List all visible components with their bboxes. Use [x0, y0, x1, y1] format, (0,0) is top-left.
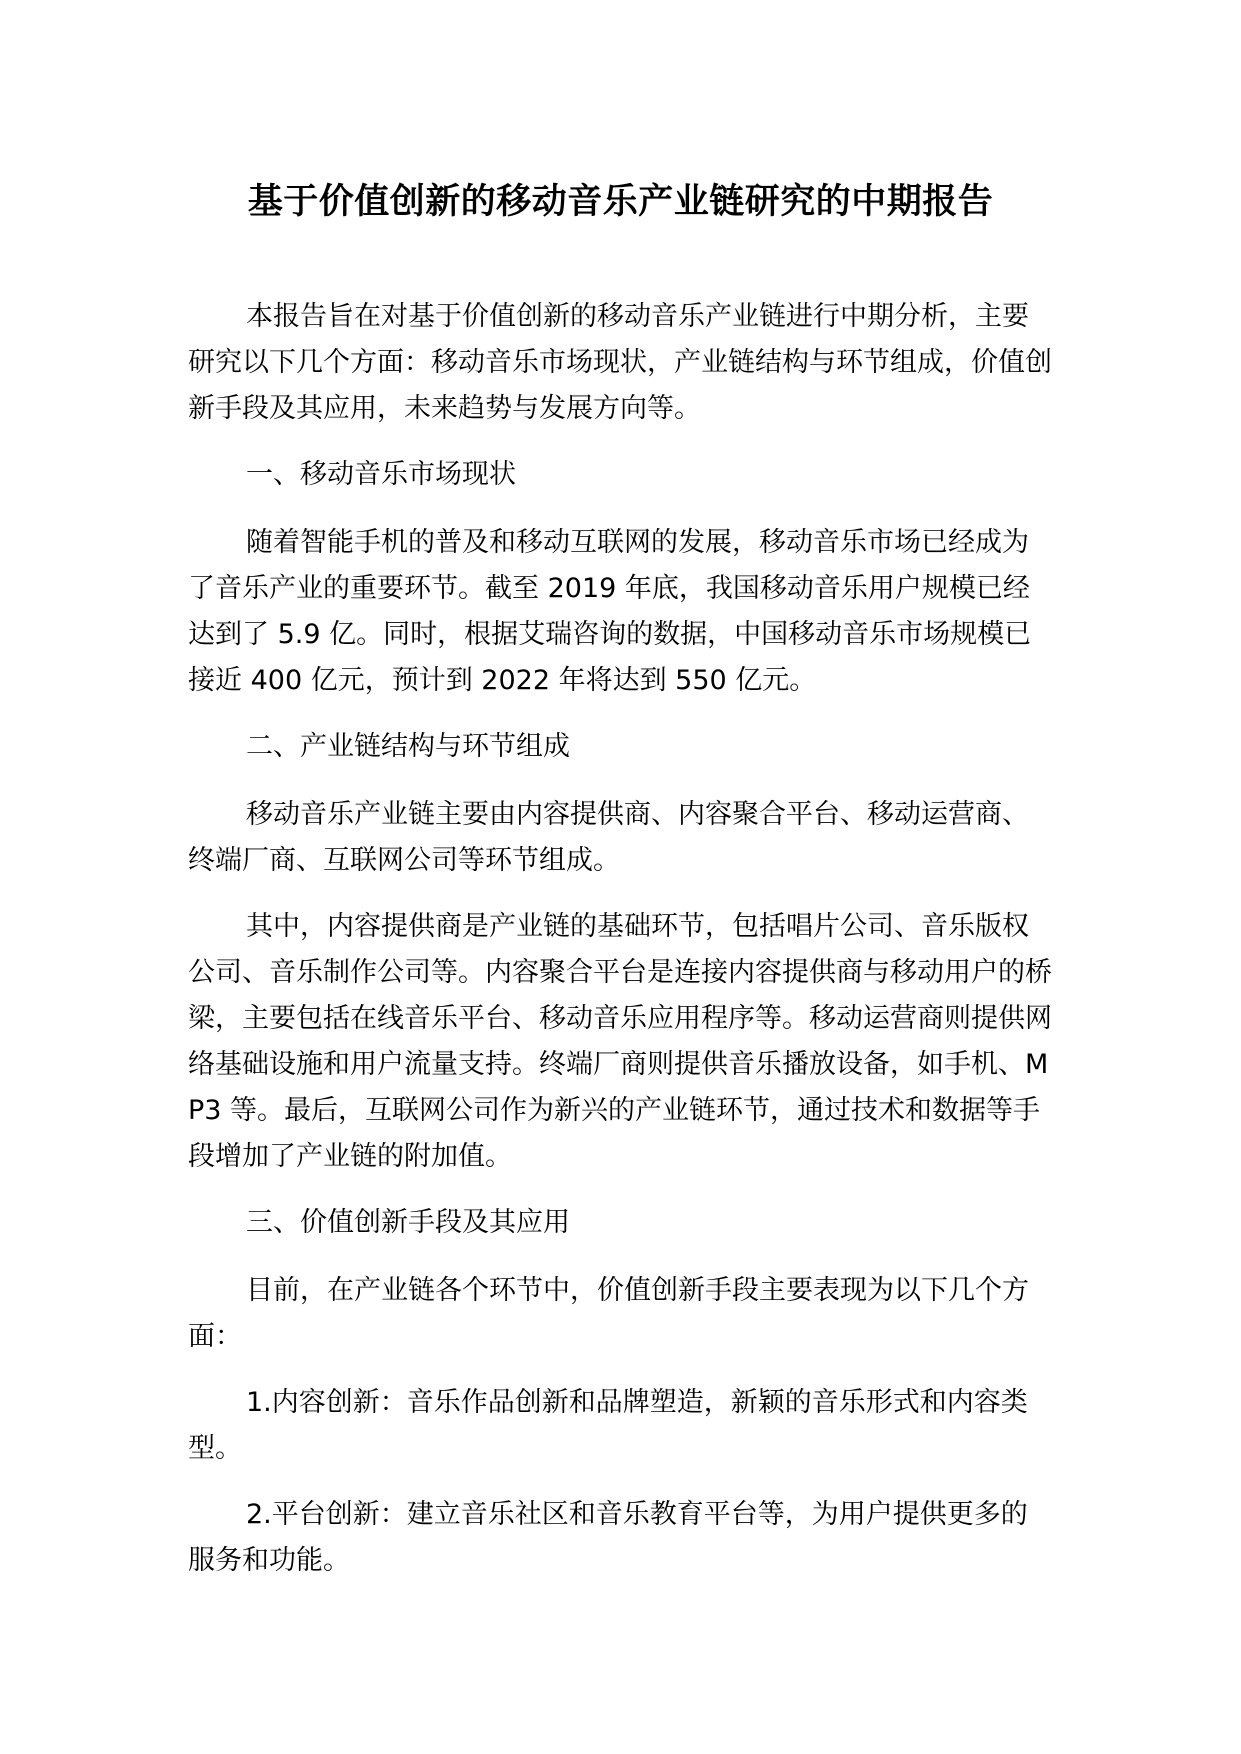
section-2-paragraph-2: 其中，内容提供商是产业链的基础环节，包括唱片公司、音乐版权公司、音乐制作公司等。内容聚合平台是连接内容提供商与移动用户的桥梁，主要包括在线音乐平台、移动音乐应用程序等。移动运营商则提供网络基础设施和用户流量支持。终端厂商则提供音乐播放设备，如手机、MP3 等。最后，互联网公司作为新兴的产业链环节，通过技术和数据等手段增加了产业链的附加值。 [188, 911, 1052, 1172]
document-body [188, 294, 1054, 1604]
list-item-1: 1.内容创新：音乐作品创新和品牌塑造，新颖的音乐形式和内容类型。 [188, 1387, 1028, 1464]
section-2-heading: 二、产业链结构与环节组成 [246, 731, 570, 762]
section-2-paragraph-1: 移动音乐产业链主要由内容提供商、内容聚合平台、移动运营商、终端厂商、互联网公司等环节组成。 [188, 799, 1029, 876]
section-3-paragraph: 目前，在产业链各个环节中，价值创新手段主要表现为以下几个方面： [188, 1275, 1029, 1352]
section-1-paragraph: 随着智能手机的普及和移动互联网的发展，移动音乐市场已经成为了音乐产业的重要环节。截至 2019 年底，我国移动音乐用户规模已经达到了 5.9 亿。同时，根据艾瑞咨询的数据，中国移动音乐市场规模已接近 400 亿元，预计到 2022 年将达到 550 亿元。 [188, 527, 1032, 696]
section-3-heading: 三、价值创新手段及其应用 [246, 1207, 570, 1238]
section-1-heading: 一、移动音乐市场现状 [246, 459, 516, 490]
page-title: 基于价值创新的移动音乐产业链研究的中期报告 [247, 182, 994, 222]
list-item-2: 2.平台创新：建立音乐社区和音乐教育平台等，为用户提供更多的服务和功能。 [188, 1499, 1028, 1576]
intro-paragraph: 本报告旨在对基于价值创新的移动音乐产业链进行中期分析，主要研究以下几个方面：移动音乐市场现状，产业链结构与环节组成，价值创新手段及其应用，未来趋势与发展方向等。 [188, 301, 1052, 424]
